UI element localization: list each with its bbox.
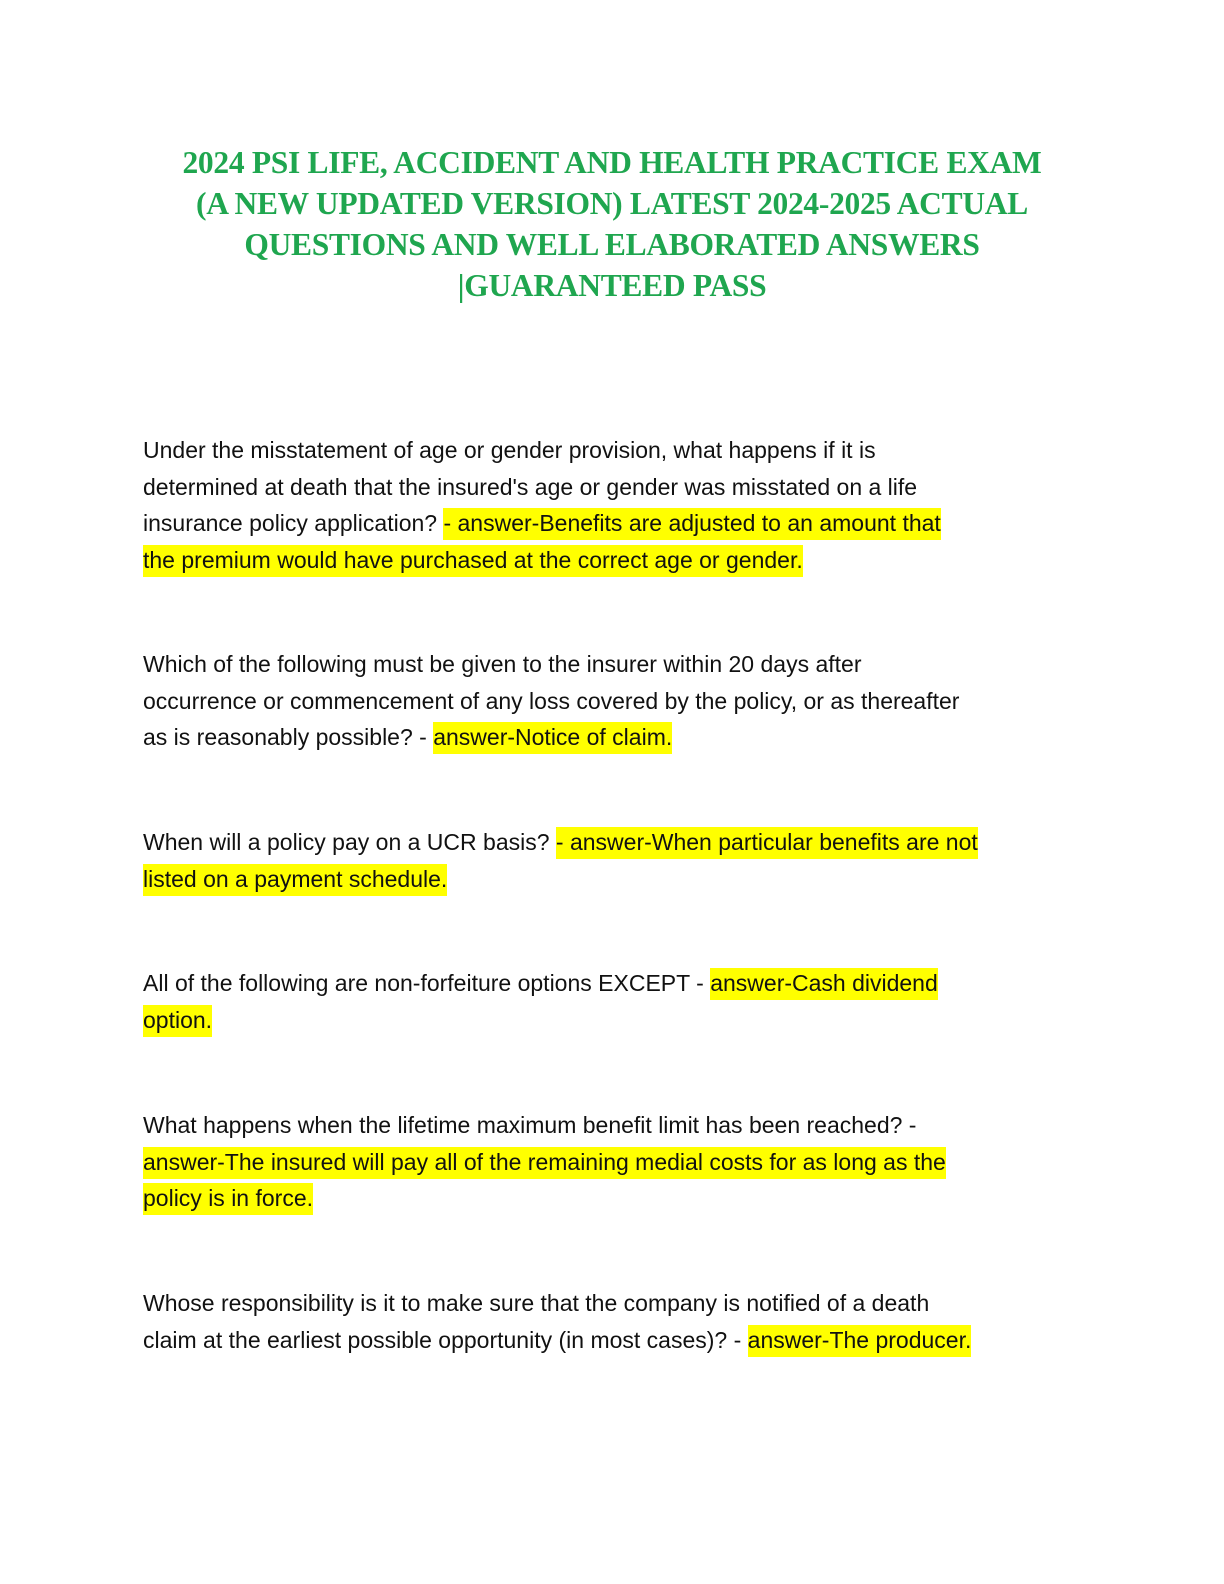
answer-highlight: - answer-Benefits are adjusted to an amount that: [443, 508, 940, 540]
answer-line: [143, 542, 1103, 579]
question-line: claim at the earliest possible opportunity (in most cases)? - answer-The producer.: [143, 1322, 1103, 1359]
question-line: determined at death that the insured's age or gender was misstated on a life: [143, 473, 918, 500]
qa-item-1: [143, 432, 1103, 578]
answer-highlight: - answer-When particular benefits are not: [556, 827, 978, 859]
qa-item-3: [143, 824, 1103, 897]
answer-line: [143, 1180, 1103, 1217]
answer-highlight: policy is in force.: [143, 1183, 313, 1215]
answer-highlight: answer-Cash dividend: [710, 968, 938, 1000]
qa-item-6: [143, 1285, 1103, 1358]
question-line: What happens when the lifetime maximum benefit limit has been reached? -: [143, 1112, 917, 1138]
question-line: Whose responsibility is it to make sure that the company is notified of a death: [143, 1290, 930, 1316]
answer-highlight: answer-Notice of claim.: [433, 722, 672, 754]
qa-item-5: [143, 1107, 1103, 1217]
title-line: (A NEW UPDATED VERSION) LATEST 2024-2025 ACTUAL: [196, 186, 1028, 221]
answer-highlight: option.: [143, 1005, 212, 1037]
answer-line: [143, 1002, 1103, 1039]
question-line: Under the misstatement of age or gender provision, what happens if it is: [143, 437, 876, 463]
question-line: When will a policy pay on a UCR basis? - answer-When particular benefits are not: [143, 824, 1103, 861]
question-line: as is reasonably possible? - answer-Notice of claim.: [143, 719, 1103, 756]
question-line: Which of the following must be given to the insurer within 20 days after: [143, 651, 862, 677]
question-line: occurrence or commencement of any loss covered by the policy, or as thereafter: [143, 687, 960, 714]
document-title: [120, 142, 1104, 306]
title-line: |GUARANTEED PASS: [457, 268, 767, 303]
answer-line: [143, 861, 1103, 898]
question-line: insurance policy application? - answer-Benefits are adjusted to an amount that: [143, 505, 1103, 542]
qa-item-2: [143, 646, 1103, 756]
question-line: All of the following are non-forfeiture options EXCEPT - answer-Cash dividend: [143, 965, 1103, 1002]
title-line: QUESTIONS AND WELL ELABORATED ANSWERS: [244, 227, 980, 262]
answer-highlight: the premium would have purchased at the correct age or gender.: [143, 545, 803, 577]
answer-highlight: answer-The producer.: [748, 1325, 972, 1357]
qa-item-4: [143, 965, 1103, 1038]
answer-line: [143, 1144, 1103, 1181]
answer-highlight: answer-The insured will pay all of the remaining medial costs for as long as the: [143, 1147, 946, 1179]
answer-highlight: listed on a payment schedule.: [143, 864, 447, 896]
title-line: 2024 PSI LIFE, ACCIDENT AND HEALTH PRACTICE EXAM: [182, 145, 1042, 180]
